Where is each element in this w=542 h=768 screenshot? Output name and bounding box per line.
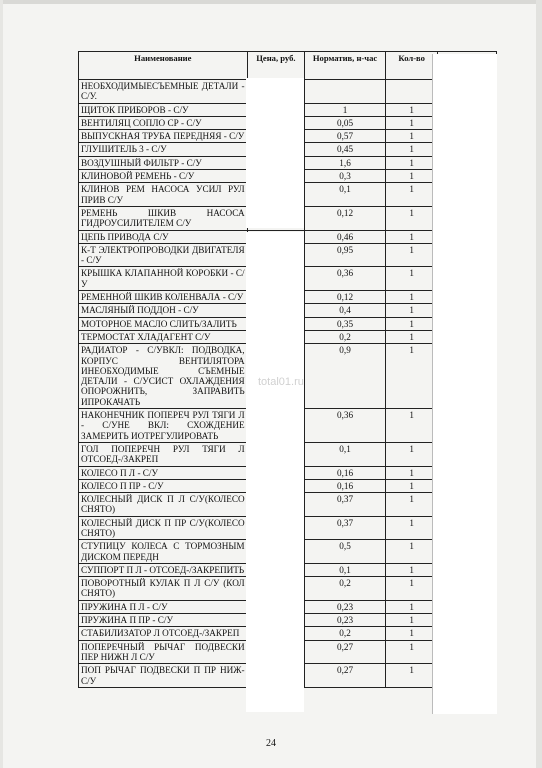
row-norm-cell: 0,05 (305, 116, 386, 129)
row-name-cell: КЛИНОВ РЕМ НАСОСА УСИЛ РУЛ ПРИВ С/У (79, 183, 248, 207)
row-qty-cell: 1 (385, 170, 438, 183)
header-name: Наименование (79, 52, 248, 80)
row-qty-cell: 1 (385, 627, 438, 640)
row-norm-cell: 0,35 (305, 317, 386, 330)
row-qty-cell: 1 (385, 442, 438, 466)
row-norm-cell: 0,23 (305, 600, 386, 613)
row-norm-cell: 0,9 (305, 344, 386, 409)
row-name-cell: КЛИНОВОЙ РЕМЕНЬ - С/У (79, 170, 248, 183)
page-number: 24 (266, 738, 276, 749)
row-norm-cell: 0,4 (305, 304, 386, 317)
row-norm-cell: 0,57 (305, 130, 386, 143)
scan-edge-right (536, 0, 542, 768)
row-qty-cell: 1 (385, 206, 438, 230)
row-norm-cell: 0,12 (305, 206, 386, 230)
row-name-cell: КОЛЕСНЫЙ ДИСК П ПР С/У(КОЛЕСО СНЯТО) (79, 516, 248, 540)
row-norm-cell: 1 (305, 103, 386, 116)
row-qty-cell: 1 (385, 563, 438, 576)
row-norm-cell: 0,36 (305, 409, 386, 443)
watermark-text: total01.ru (258, 376, 304, 388)
row-name-cell: ПОП РЫЧАГ ПОДВЕСКИ П ПР НИЖ- С/У (79, 664, 248, 688)
row-name-cell: ВЫПУСКНАЯ ТРУБА ПЕРЕДНЯЯ - С/У (79, 130, 248, 143)
row-qty-cell: 1 (385, 267, 438, 291)
row-name-cell: ГОЛ ПОПЕРЕЧН РУЛ ТЯГИ Л ОТСОЕД-/ЗАКРЕП (79, 442, 248, 466)
row-qty-cell: 1 (385, 156, 438, 169)
row-name-cell: КОЛЕСНЫЙ ДИСК П Л С/У(КОЛЕСО СНЯТО) (79, 493, 248, 517)
row-norm-cell: 0,5 (305, 540, 386, 564)
row-name-cell: РАДИАТОР - С/УВКЛ: ПОДВОДКА, КОРПУС ВЕНТИЛЯТОРА ИНЕОБХОДИМЫЕ СЪЕМНЫЕ ДЕТАЛИ - С/УСИСТ ОХЛАЖДЕНИЯ ОПОРОЖНИТЬ, ЗАПРАВИТЬ ИПРОКАЧАТЬ (79, 344, 248, 409)
row-norm-cell: 0,12 (305, 291, 386, 304)
row-name-cell: КОЛЕСО П ПР - С/У (79, 479, 248, 492)
row-name-cell: НЕОБХОДИМЫЕСЪЕМНЫЕ ДЕТАЛИ - С/У. (79, 80, 248, 104)
row-norm-cell: 0,27 (305, 664, 386, 688)
header-norm: Норматив, н-час (305, 52, 386, 80)
row-qty-cell: 1 (385, 540, 438, 564)
row-norm-cell: 0,1 (305, 442, 386, 466)
row-norm-cell: 0,16 (305, 466, 386, 479)
row-qty-cell: 1 (385, 230, 438, 243)
row-qty-cell: 1 (385, 600, 438, 613)
row-qty-cell: 1 (385, 409, 438, 443)
row-qty-cell: 1 (385, 330, 438, 343)
row-qty-cell: 1 (385, 143, 438, 156)
row-norm-cell: 0,36 (305, 267, 386, 291)
row-qty-cell: 1 (385, 344, 438, 409)
row-qty-cell (385, 80, 438, 104)
row-qty-cell: 1 (385, 243, 438, 267)
row-norm-cell: 0,45 (305, 143, 386, 156)
row-name-cell: ПОВОРОТНЫЙ КУЛАК П Л С/У (КОЛ СНЯТО) (79, 577, 248, 601)
row-name-cell: КРЫШКА КЛАПАННОЙ КОРОБКИ - С/У (79, 267, 248, 291)
row-name-cell: ЩИТОК ПРИБОРОВ - С/У (79, 103, 248, 116)
row-qty-cell: 1 (385, 317, 438, 330)
header-qty: Кол-во (385, 52, 438, 80)
row-norm-cell (305, 80, 386, 104)
row-qty-cell: 1 (385, 183, 438, 207)
scan-edge-left (0, 0, 3, 768)
row-name-cell: ВОЗДУШНЫЙ ФИЛЬТР - С/У (79, 156, 248, 169)
row-qty-cell: 1 (385, 116, 438, 129)
row-norm-cell: 0,46 (305, 230, 386, 243)
row-qty-cell: 1 (385, 664, 438, 688)
row-name-cell: ГЛУШИТЕЛЬ 3 - С/У (79, 143, 248, 156)
row-name-cell: ПРУЖИНА П Л - С/У (79, 600, 248, 613)
row-norm-cell: 0,16 (305, 479, 386, 492)
row-name-cell: СУППОРТ П Л - ОТСОЕД-/ЗАКРЕПИТЬ (79, 563, 248, 576)
row-norm-cell: 0,2 (305, 577, 386, 601)
row-name-cell: К-Т ЭЛЕКТРОПРОВОДКИ ДВИГАТЕЛЯ - С/У (79, 243, 248, 267)
row-name-cell: ЦЕПЬ ПРИВОДА С/У (79, 230, 248, 243)
header-price: Цена, руб. (247, 52, 305, 80)
row-qty-cell: 1 (385, 291, 438, 304)
row-qty-cell: 1 (385, 130, 438, 143)
row-name-cell: РЕМЕНЬ ШКИВ НАСОСА ГИДРОУСИЛИТЕЛЕМ С/У (79, 206, 248, 230)
row-name-cell: ПРУЖИНА П ПР - С/У (79, 614, 248, 627)
row-name-cell: ВЕНТИЛЯЦ СОПЛО СР - С/У (79, 116, 248, 129)
row-norm-cell: 0,37 (305, 493, 386, 517)
row-norm-cell: 0,2 (305, 627, 386, 640)
row-norm-cell: 0,27 (305, 640, 386, 664)
row-name-cell: КОЛЕСО П Л - С/У (79, 466, 248, 479)
row-qty-cell: 1 (385, 479, 438, 492)
row-name-cell: СТАБИЛИЗАТОР Л ОТСОЕД-/ЗАКРЕП (79, 627, 248, 640)
row-name-cell: НАКОНЕЧНИК ПОПЕРЕЧ РУЛ ТЯГИ Л - С/УНЕ ВКЛ: СХОЖДЕНИЕ ЗАМЕРИТЬ ИОТРЕГУЛИРОВАТЬ (79, 409, 248, 443)
row-qty-cell: 1 (385, 614, 438, 627)
row-norm-cell: 0,95 (305, 243, 386, 267)
row-qty-cell: 1 (385, 493, 438, 517)
redaction-block (246, 232, 304, 712)
row-qty-cell: 1 (385, 640, 438, 664)
row-name-cell: СТУПИЦУ КОЛЕСА С ТОРМОЗНЫМ ДИСКОМ ПЕРЕДН (79, 540, 248, 564)
scan-edge-top (0, 0, 542, 4)
row-norm-cell: 0,3 (305, 170, 386, 183)
row-name-cell: МАСЛЯНЫЙ ПОДДОН - С/У (79, 304, 248, 317)
redaction-block (432, 54, 497, 714)
row-name-cell: МОТОРНОЕ МАСЛО СЛИТЬ/ЗАЛИТЬ (79, 317, 248, 330)
row-norm-cell: 0,1 (305, 563, 386, 576)
row-qty-cell: 1 (385, 103, 438, 116)
row-name-cell: РЕМЕННОЙ ШКИВ КОЛЕНВАЛА - С/У (79, 291, 248, 304)
row-norm-cell: 0,23 (305, 614, 386, 627)
row-name-cell: ПОПЕРЕЧНЫЙ РЫЧАГ ПОДВЕСКИ ПЕР НИЖН Л С/У (79, 640, 248, 664)
row-qty-cell: 1 (385, 466, 438, 479)
row-norm-cell: 0,2 (305, 330, 386, 343)
row-norm-cell: 0,1 (305, 183, 386, 207)
redaction-block (246, 78, 304, 228)
row-norm-cell: 1,6 (305, 156, 386, 169)
row-norm-cell: 0,37 (305, 516, 386, 540)
row-name-cell: ТЕРМОСТАТ ХЛАДАГЕНТ С/У (79, 330, 248, 343)
row-qty-cell: 1 (385, 304, 438, 317)
row-qty-cell: 1 (385, 516, 438, 540)
row-qty-cell: 1 (385, 577, 438, 601)
